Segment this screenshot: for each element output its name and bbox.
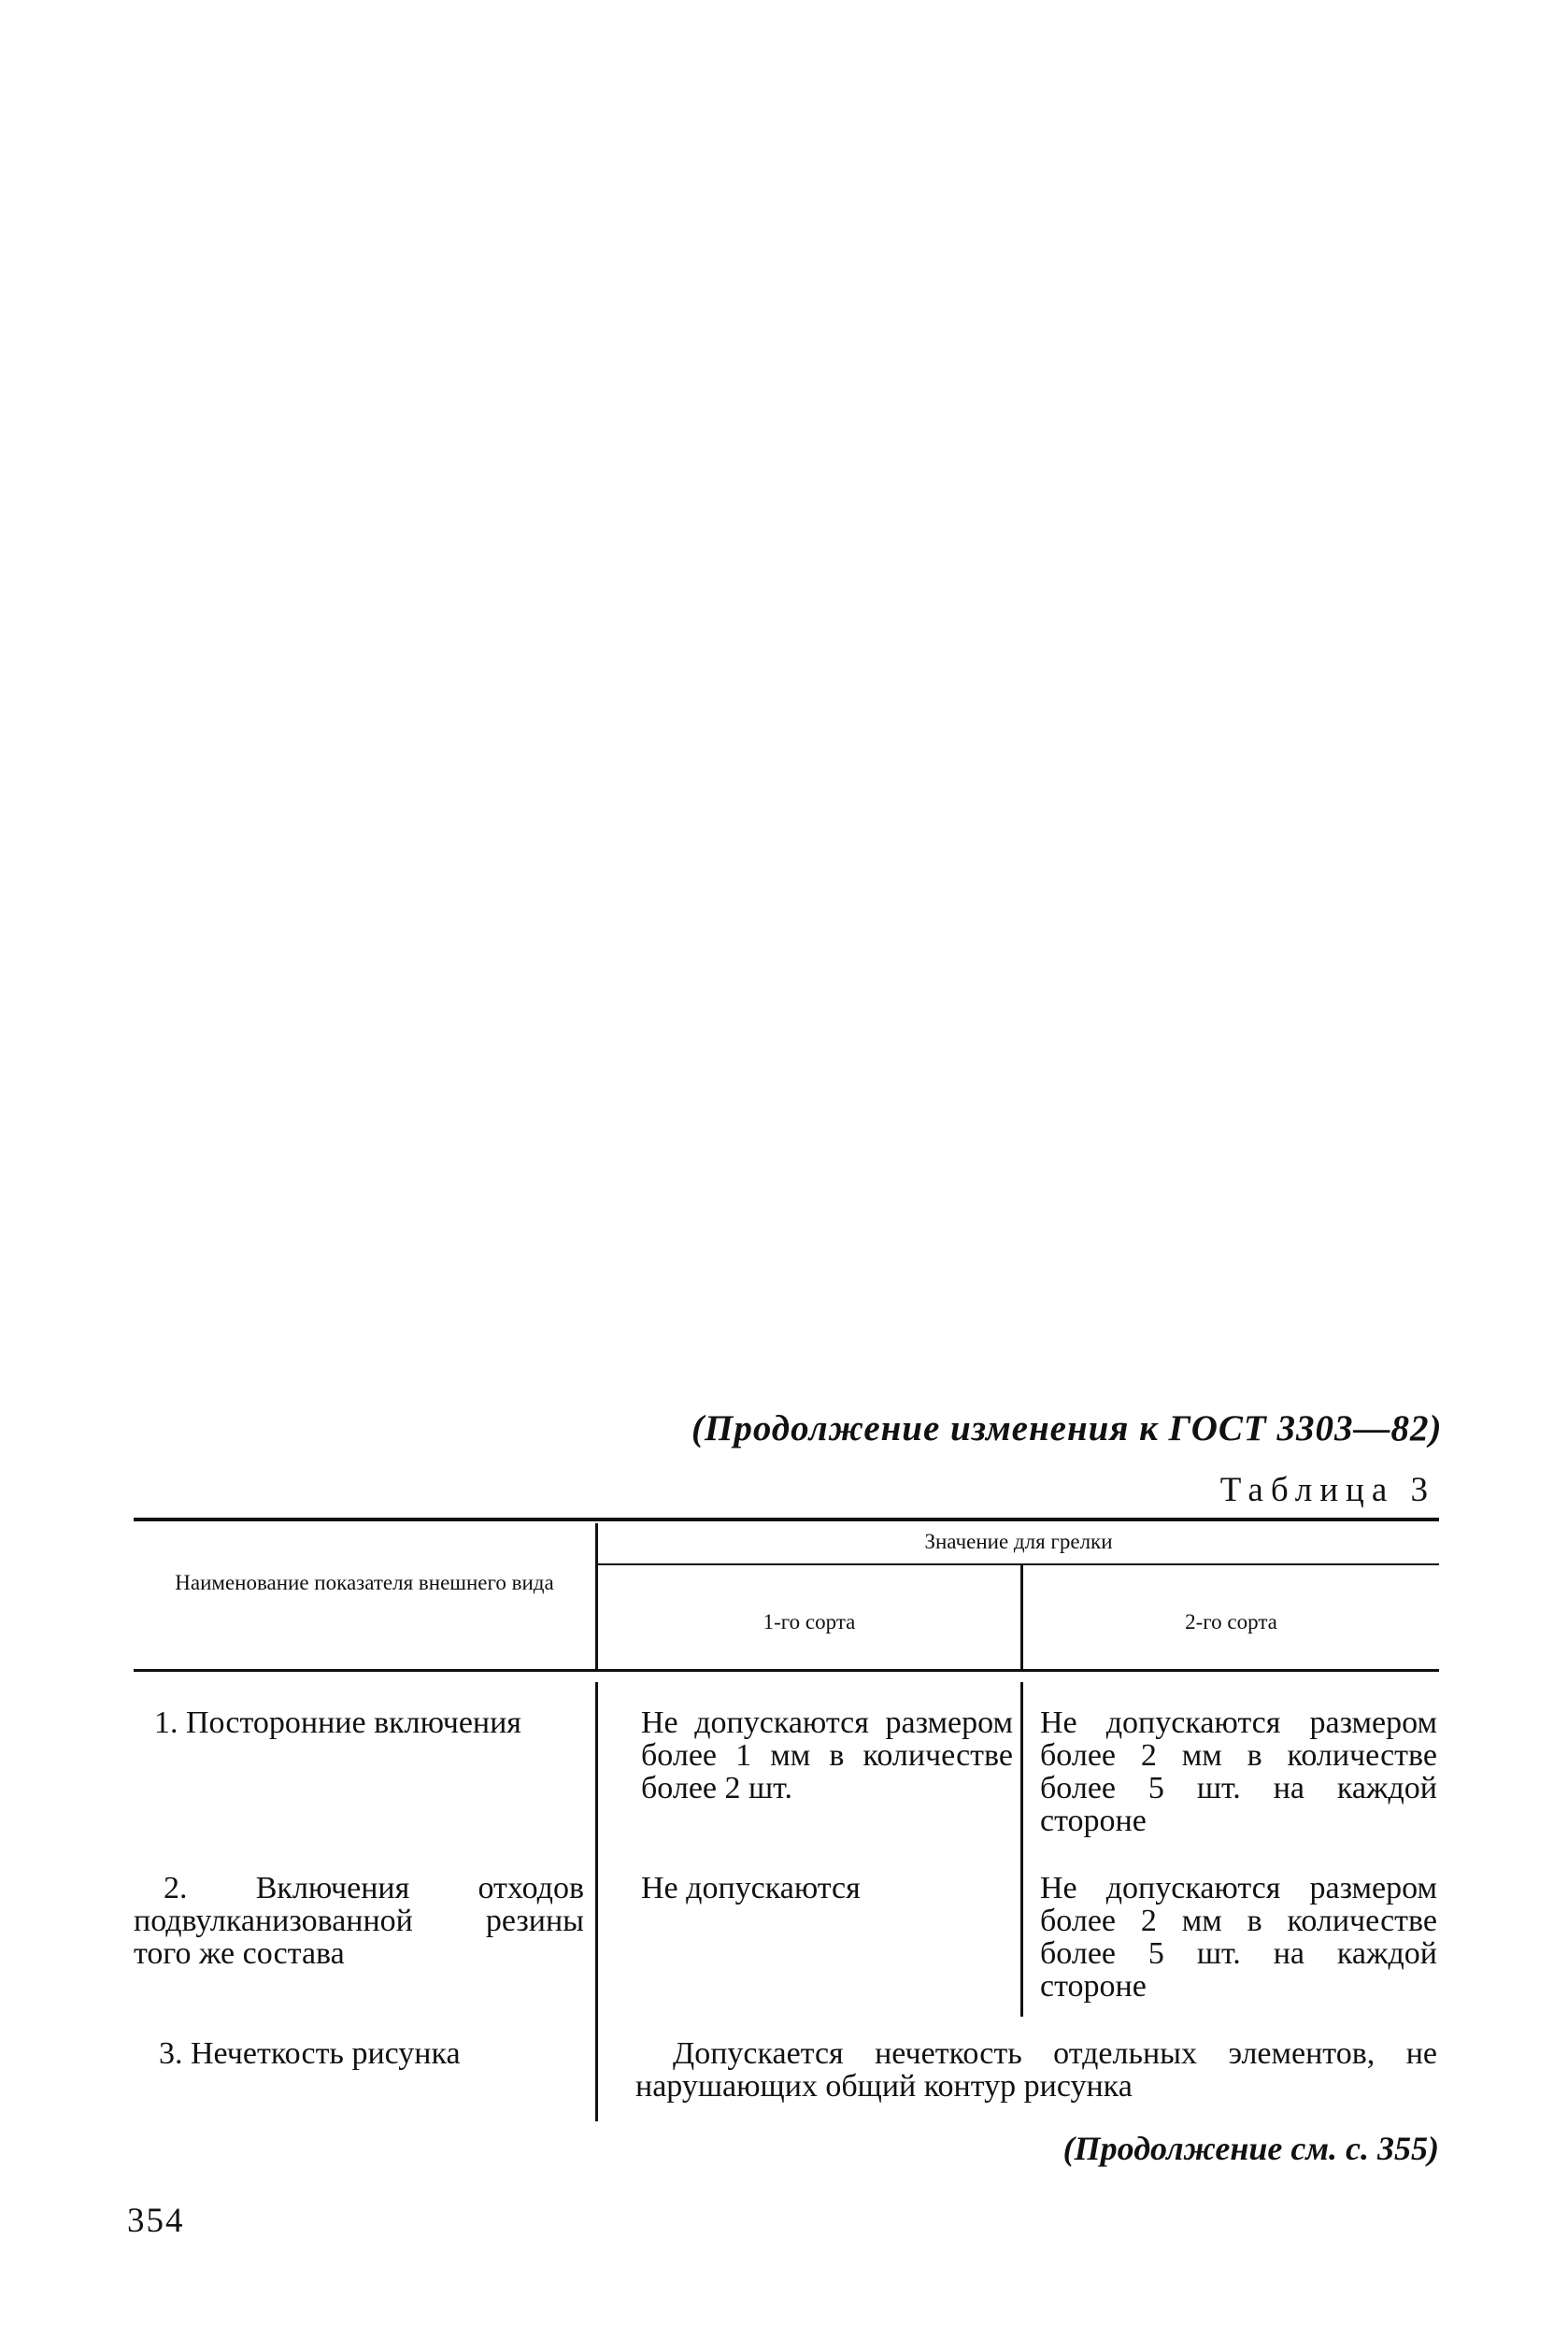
continuation-heading: (Продолжение изменения к ГОСТ 3303—82)	[691, 1408, 1443, 1448]
header-grade1: 1-го сорта	[763, 1610, 856, 1634]
row3-merged: Допускается нечеткость отдельных элементов, не нарушающих общий контур рисунка	[635, 2036, 1437, 2104]
row2-grade1: Не допускаются	[641, 1871, 861, 1905]
row2-grade2: Не допускаются размером более 2 мм в количестве более 5 шт. на каждой стороне	[1040, 1871, 1437, 2004]
col1-divider-body	[595, 1682, 598, 2121]
value-group-rule	[598, 1563, 1439, 1565]
row1-grade2: Не допускаются размером более 2 мм в количестве более 5 шт. на каждой стороне	[1040, 1705, 1437, 1838]
table-top-rule	[134, 1518, 1439, 1521]
row1-grade1: Не допускаются размером более 1 мм в количестве более 2 шт.	[641, 1705, 1013, 1805]
header-value-group: Значение для грелки	[924, 1530, 1113, 1553]
row1-indicator: 1. Посторонние включения	[154, 1705, 521, 1740]
header-bottom-rule	[134, 1669, 1439, 1672]
header-indicator: Наименование показателя внешнего вида	[175, 1571, 554, 1594]
page-number: 354	[127, 2202, 185, 2240]
continuation-footer: (Продолжение см. с. 355)	[1062, 2130, 1439, 2167]
row3-indicator: 3. Нечеткость рисунка	[159, 2036, 461, 2071]
header-grade2: 2-го сорта	[1185, 1610, 1277, 1634]
table-label: Таблица 3	[1219, 1471, 1435, 1509]
col2-divider-body	[1020, 1682, 1023, 2017]
row2-indicator: 2. Включения отходов подвулканизованной резины того же состава	[134, 1871, 584, 1971]
